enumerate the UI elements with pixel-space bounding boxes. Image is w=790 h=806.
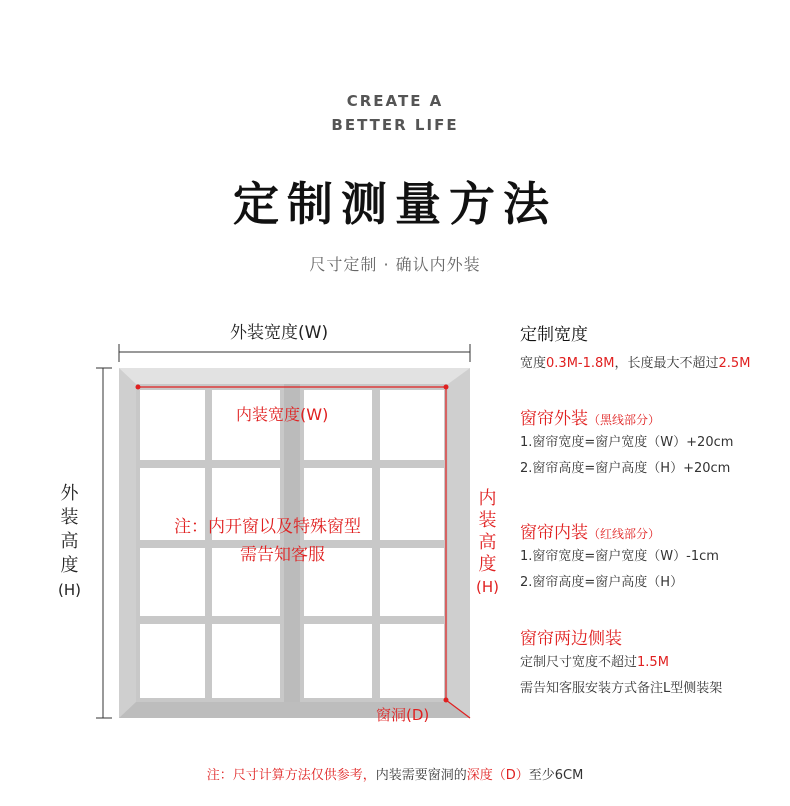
outside-mount-heading: 窗帘外装（黑线部分） [520, 409, 661, 429]
page-title: 定制测量方法 [233, 177, 557, 231]
side-mount-heading: 窗帘两边侧装 [520, 629, 622, 649]
slogan-line-2: BETTER LIFE [331, 116, 459, 134]
inner-width-label: 内装宽度(W) [236, 405, 329, 424]
diagram-note-2: 需告知客服 [240, 545, 325, 565]
outer-width-label: 外装宽度(W) [230, 323, 329, 343]
inside-mount-heading: 窗帘内装（红线部分） [520, 523, 661, 543]
side-mount-rules: 定制尺寸宽度不超过1.5M 需告知客服安装方式备注L型侧装架 [520, 655, 723, 696]
outer-height-label: 外 装 高 度 (H) [58, 483, 81, 599]
inner-height-label: 内 装 高 度 (H) [476, 488, 499, 596]
custom-width-heading: 定制宽度 [520, 325, 588, 345]
footer-note: 注：尺寸计算方法仅供参考，内装需要窗洞的深度（D）至少6CM [206, 768, 584, 783]
outside-mount-rules: 1.窗帘宽度=窗户宽度（W）+20cm 2.窗帘高度=窗户高度（H）+20cm [520, 435, 734, 476]
inside-mount-rules: 1.窗帘宽度=窗户宽度（W）-1cm 2.窗帘高度=窗户高度（H） [520, 549, 719, 590]
slogan-line-1: CREATE A [346, 92, 444, 110]
diagram-note-1: 注：内开窗以及特殊窗型 [174, 517, 361, 537]
recess-label: 窗洞(D) [376, 706, 430, 724]
page-subtitle: 尺寸定制 · 确认内外装 [309, 255, 481, 274]
custom-width-text: 宽度0.3M-1.8M，长度最大不超过2.5M [520, 356, 751, 371]
